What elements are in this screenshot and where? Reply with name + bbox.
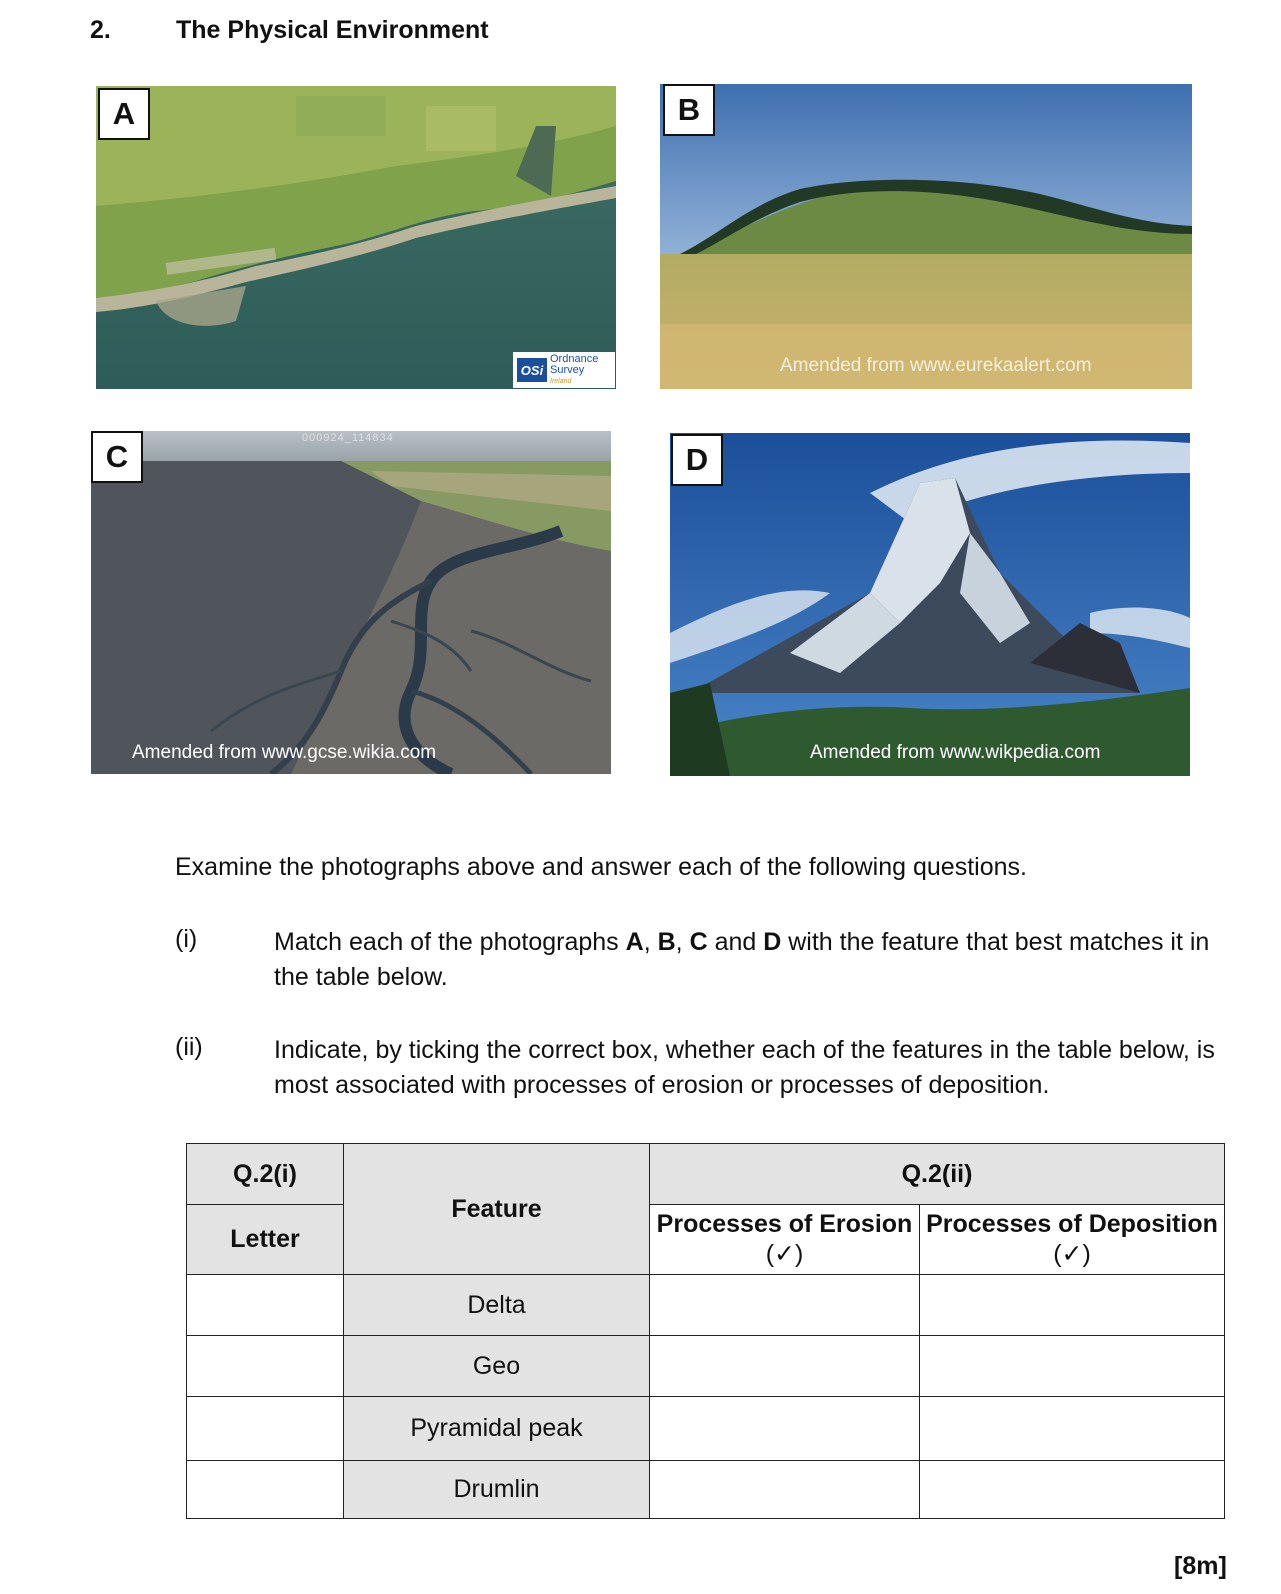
question-i-text-after: with the feature that best matches it in the table below. (274, 928, 1210, 991)
letter-answer-cell[interactable] (187, 1461, 344, 1519)
letter-answer-cell[interactable] (187, 1336, 344, 1397)
logo-line-2: Survey (550, 363, 585, 376)
q2ii-header: Q.2(ii) (650, 1144, 1225, 1205)
deposition-header-label: Processes of Deposition (926, 1210, 1218, 1238)
question-i-text (274, 925, 1234, 995)
erosion-header-label: Processes of Erosion (656, 1210, 913, 1238)
photo-d (670, 433, 1190, 776)
deposition-tick-cell[interactable] (920, 1461, 1225, 1519)
table-row (187, 1461, 1225, 1519)
question-number: 2. (90, 16, 111, 44)
table-row (187, 1275, 1225, 1336)
letter-b: B (657, 928, 676, 956)
question-title: The Physical Environment (176, 16, 489, 44)
feature-cell: Geo (344, 1336, 650, 1397)
photo-c-label: C (91, 431, 143, 483)
feature-cell: Drumlin (344, 1461, 650, 1519)
photo-b-credit: Amended from www.eurekaalert.com (780, 355, 1092, 376)
feature-cell: Delta (344, 1275, 650, 1336)
photo-b (660, 84, 1192, 389)
letter-a: A (625, 928, 644, 956)
letter-c: C (689, 928, 708, 956)
question-i-number: (i) (175, 925, 198, 953)
logo-line-1: Ordnance (550, 352, 599, 365)
deposition-header (920, 1205, 1225, 1275)
erosion-tick-hint: (✓) (765, 1240, 804, 1268)
table-row (187, 1397, 1225, 1461)
separator-1: , (643, 928, 658, 956)
question-ii-text: Indicate, by ticking the correct box, whether each of the features in the table below, is most associated with processes of erosion or processes of deposition. (274, 1036, 1215, 1099)
deposition-tick-hint: (✓) (1053, 1240, 1091, 1268)
pyramidal-peak-image (670, 433, 1190, 776)
drumlin-landscape-image (660, 84, 1192, 389)
erosion-tick-cell[interactable] (650, 1461, 920, 1519)
deposition-tick-cell[interactable] (920, 1336, 1225, 1397)
letter-answer-cell[interactable] (187, 1275, 344, 1336)
letter-d: D (763, 928, 782, 956)
erosion-tick-cell[interactable] (650, 1397, 920, 1461)
ordnance-survey-logo (513, 352, 615, 388)
q2i-header: Q.2(i) (187, 1144, 344, 1205)
table-row (187, 1336, 1225, 1397)
photo-c (91, 431, 611, 774)
osi-logo-mark: OSi (517, 358, 547, 382)
photo-c-stamp: 000924_114834 (302, 432, 394, 444)
separator-2: , (675, 928, 690, 956)
photo-a-label: A (98, 88, 150, 140)
erosion-tick-cell[interactable] (650, 1275, 920, 1336)
letter-header: Letter (187, 1205, 344, 1275)
deposition-tick-cell[interactable] (920, 1275, 1225, 1336)
erosion-header (650, 1205, 920, 1275)
photo-d-label: D (671, 434, 723, 486)
delta-aerial-image (91, 431, 611, 774)
question-i-text-before: Match each of the photographs (274, 928, 626, 956)
photo-b-label: B (663, 84, 715, 136)
logo-line-3: Ireland (550, 377, 572, 385)
letter-answer-cell[interactable] (187, 1397, 344, 1461)
deposition-tick-cell[interactable] (920, 1397, 1225, 1461)
photo-c-credit: Amended from www.gcse.wikia.com (132, 742, 437, 763)
photo-a (96, 86, 616, 389)
erosion-tick-cell[interactable] (650, 1336, 920, 1397)
marks-label: [8m] (1174, 1552, 1227, 1580)
answer-table (186, 1143, 1225, 1519)
feature-cell: Pyramidal peak (344, 1397, 650, 1461)
separator-3: and (707, 928, 764, 956)
coast-aerial-image (96, 86, 616, 389)
photo-d-credit: Amended from www.wikpedia.com (810, 742, 1101, 763)
feature-header: Feature (344, 1144, 650, 1275)
instructions: Examine the photographs above and answer each of the following questions. (175, 853, 1027, 881)
question-ii-number: (ii) (175, 1033, 203, 1061)
